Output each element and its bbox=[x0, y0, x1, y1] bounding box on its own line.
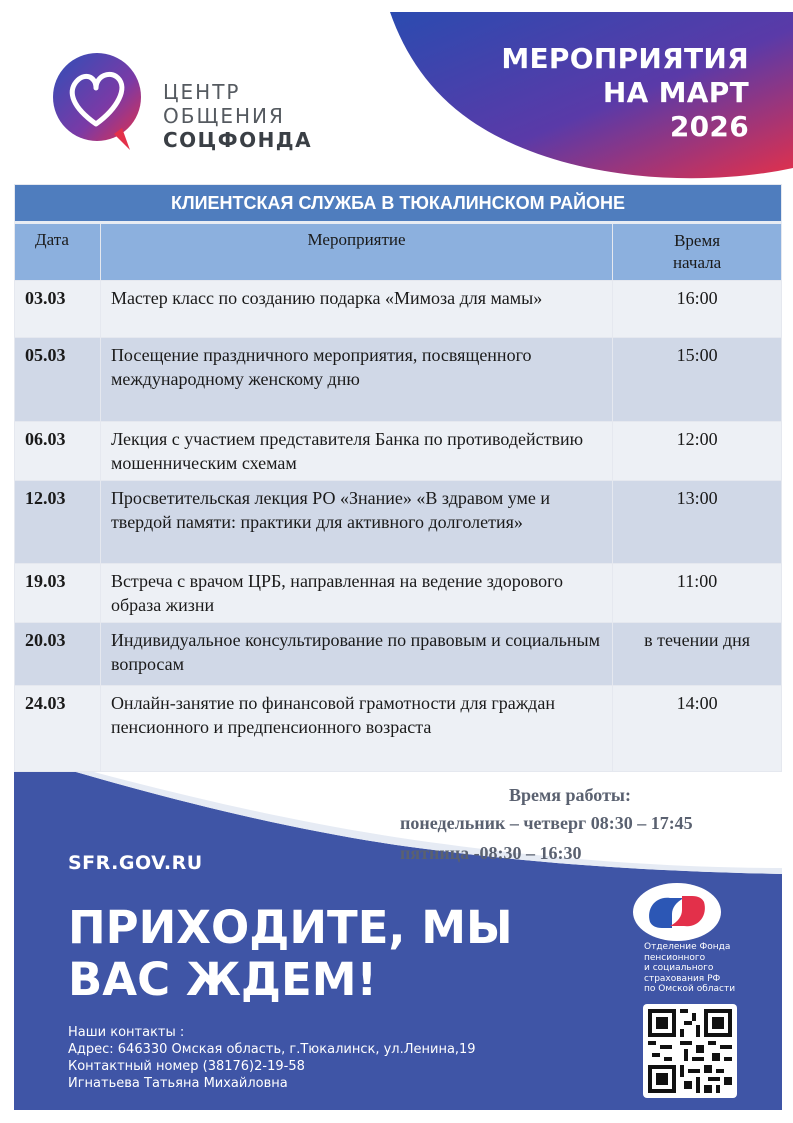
table-row bbox=[15, 338, 782, 422]
row-event: Индивидуальное консультирование по правовым и социальным вопросам bbox=[100, 623, 612, 686]
col-date: Дата bbox=[15, 223, 101, 281]
table-row bbox=[15, 281, 782, 338]
row-time: в течении дня bbox=[613, 623, 782, 686]
row-time: 12:00 bbox=[613, 422, 782, 481]
row-date: 19.03 bbox=[15, 564, 101, 623]
table-row bbox=[15, 564, 782, 623]
heart-chat-logo-icon bbox=[52, 52, 152, 152]
row-time: 16:00 bbox=[613, 281, 782, 338]
col-time: Время начала bbox=[613, 223, 782, 281]
slogan: ПРИХОДИТЕ, МЫ ВАС ЖДЕМ! bbox=[68, 901, 513, 1006]
row-event: Лекция с участием представителя Банка по противодействию мошенническим схемам bbox=[100, 422, 612, 481]
row-date: 20.03 bbox=[15, 623, 101, 686]
table-row bbox=[15, 686, 782, 772]
col-event: Мероприятие bbox=[100, 223, 612, 281]
qr-code[interactable] bbox=[643, 1004, 737, 1098]
table-header-row bbox=[15, 223, 782, 281]
work-hours: Время работы: понедельник – четверг 08:30 – 17:45 пятница -08:30 – 16:30 bbox=[400, 785, 693, 863]
logo-wordmark: ЦЕНТР ОБЩЕНИЯ СОЦФОНДА bbox=[163, 80, 313, 152]
row-date: 03.03 bbox=[15, 281, 101, 338]
row-event: Мастер класс по созданию подарка «Мимоза для мамы» bbox=[100, 281, 612, 338]
row-event: Просветительская лекция РО «Знание» «В здравом уме и твердой памяти: практики для активного долголетия» bbox=[100, 481, 612, 564]
contacts: Наши контакты : Адрес: 646330 Омская область, г.Тюкалинск, ул.Ленина,19 Контактный номер (38176)2-19-58 Игнатьева Татьяна Михайловна bbox=[68, 1025, 476, 1091]
row-date: 06.03 bbox=[15, 422, 101, 481]
header-title: МЕРОПРИЯТИЯ НА МАРТ 2026 bbox=[501, 42, 749, 143]
sfr-logo-icon bbox=[632, 882, 722, 942]
table-row bbox=[15, 623, 782, 686]
row-date: 24.03 bbox=[15, 686, 101, 772]
row-date: 05.03 bbox=[15, 338, 101, 422]
table-row bbox=[15, 422, 782, 481]
site-link[interactable]: SFR.GOV.RU bbox=[68, 852, 203, 874]
events-table bbox=[14, 184, 782, 772]
row-time: 11:00 bbox=[613, 564, 782, 623]
row-event: Встреча с врачом ЦРБ, направленная на ведение здорового образа жизни bbox=[100, 564, 612, 623]
table-title: КЛИЕНТСКАЯ СЛУЖБА В ТЮКАЛИНСКОМ РАЙОНЕ bbox=[15, 185, 782, 223]
row-date: 12.03 bbox=[15, 481, 101, 564]
table-row bbox=[15, 481, 782, 564]
row-time: 13:00 bbox=[613, 481, 782, 564]
sfr-caption: Отделение Фонда пенсионного и социального страхования РФ по Омской области bbox=[644, 942, 736, 994]
row-time: 14:00 bbox=[613, 686, 782, 772]
row-event: Онлайн-занятие по финансовой грамотности для граждан пенсионного и предпенсионного возраста bbox=[100, 686, 612, 772]
row-time: 15:00 bbox=[613, 338, 782, 422]
qr-code-icon bbox=[648, 1009, 732, 1093]
row-event: Посещение праздничного мероприятия, посвященного международному женскому дню bbox=[100, 338, 612, 422]
